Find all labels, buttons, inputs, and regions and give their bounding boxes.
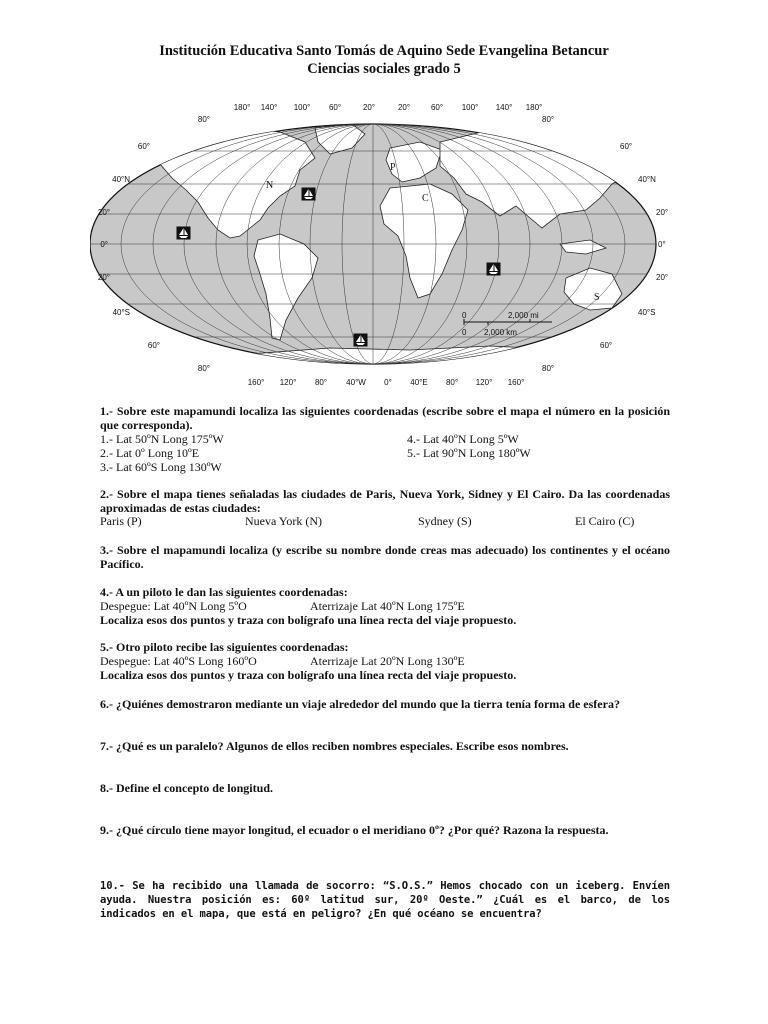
question-6-prompt: 6.- ¿Quiénes demostraron mediante un viaje alrededor del mundo que la tierra tenía forma de esfera?	[100, 697, 620, 711]
question-6	[100, 697, 670, 711]
school-name: Institución Educativa Santo Tomás de Aquino Sede Evangelina Betancur	[159, 43, 609, 59]
lat-label: 60°	[147, 341, 160, 350]
lon-label: 140°	[260, 103, 278, 112]
lat-label: 80°	[197, 115, 210, 124]
longitude-labels-top	[234, 103, 543, 112]
city-sydney-label: S	[594, 292, 600, 303]
ship-icon	[177, 227, 190, 239]
question-3	[100, 543, 670, 571]
lon-label: 80°	[314, 378, 328, 387]
lat-label: 80°	[542, 364, 555, 373]
lat-label: 60°	[137, 142, 150, 151]
lon-label: 120°	[279, 378, 297, 387]
arrival-coords: Aterrizaje Lat 20ºN Long 130ºE	[310, 654, 465, 668]
question-5	[100, 640, 670, 682]
coord-item: 5.- Lat 90ºN Long 180ºW	[407, 446, 531, 460]
city-cairo: El Cairo (C)	[575, 514, 635, 528]
coord-item: 4.- Lat 40ºN Long 5ºW	[407, 432, 519, 446]
lat-label: 60°	[600, 341, 613, 350]
lon-label: 100°	[293, 103, 311, 112]
coord-item: 1.- Lat 50ºN Long 175ºW	[100, 432, 224, 446]
lat-label: 80°	[542, 115, 555, 124]
lat-label: 20°	[656, 273, 669, 282]
question-2-cities	[100, 514, 670, 528]
question-10-prompt: 10.- Se ha recibido una llamada de socorro: “S.O.S.” Hemos chocado con un iceberg. Envíen ayuda. Nuestra posición es: 60º latitud sur, 20º Oeste.” ¿Cuál es el barco, de los indicados en el mapa, que está en peligro? ¿En qué océano se encuentra?	[100, 880, 670, 920]
scale-mi-label: 2,000 mi	[508, 311, 539, 320]
question-4-prompt: 4.- A un piloto le dan las siguientes coordenadas:	[100, 585, 348, 599]
question-3-prompt: 3.- Sobre el mapamundi localiza (y escribe su nombre donde creas mas adecuado) los continentes y el océano Pacífico.	[100, 543, 670, 571]
lon-label: 40°W	[346, 378, 366, 387]
lon-label: 20°	[397, 103, 411, 112]
question-2-prompt: 2.- Sobre el mapa tienes señaladas las ciudades de Paris, Nueva York, Sidney y El Cairo. Da las coordenadas aproximadas de estas ciudades:	[100, 487, 670, 515]
lon-label: 180°	[525, 103, 543, 112]
question-4-instruction: Localiza esos dos puntos y traza con bolígrafo una línea recta del viaje propuesto.	[100, 613, 517, 627]
question-8-prompt: 8.- Define el concepto de longitud.	[100, 781, 273, 795]
question-7	[100, 739, 670, 753]
coord-item: 3.- Lat 60ºS Long 130ºW	[100, 460, 222, 474]
lat-label: 0°	[100, 240, 108, 249]
lat-label: 80°	[197, 364, 210, 373]
lat-label: 40°S	[638, 308, 656, 317]
question-5-instruction: Localiza esos dos puntos y traza con bolígrafo una línea recta del viaje propuesto.	[100, 668, 517, 682]
world-map	[90, 98, 680, 390]
city-paris: Paris (P)	[100, 514, 142, 528]
lon-label: 80°	[445, 378, 459, 387]
ship-icon	[487, 263, 500, 275]
lon-label: 120°	[475, 378, 493, 387]
question-1-prompt: 1.- Sobre este mapamundi localiza las siguientes coordenadas (escribe sobre el mapa el número en la posición que corresponda).	[100, 404, 670, 432]
lat-label: 40°N	[638, 175, 656, 184]
question-9	[100, 823, 670, 837]
question-9-prompt: 9.- ¿Qué círculo tiene mayor longitud, el ecuador o el meridiano 0º? ¿Por qué? Razona la respuesta.	[100, 823, 609, 837]
city-new-york: Nueva York (N)	[245, 514, 322, 528]
lat-label: 0°	[658, 240, 666, 249]
lon-label: 160°	[247, 378, 265, 387]
question-7-prompt: 7.- ¿Qué es un paralelo? Algunos de ellos reciben nombres especiales. Escribe esos nombres.	[100, 739, 569, 753]
subject-title: Ciencias sociales grado 5	[307, 61, 461, 77]
question-1-items	[100, 432, 670, 474]
city-new-york-label: N	[266, 180, 274, 191]
question-1	[100, 404, 670, 432]
ship-icon	[354, 334, 367, 346]
lon-label: 60°	[430, 103, 444, 112]
lat-label: 40°S	[112, 308, 130, 317]
departure-coords: Despegue: Lat 40ºN Long 5ºO	[100, 599, 247, 613]
city-paris-label: P	[390, 162, 396, 173]
coord-item: 2.- Lat 0º Long 10ºE	[100, 446, 200, 460]
city-cairo-label: C	[422, 193, 429, 204]
lat-label: 60°	[620, 142, 633, 151]
scale-zero-km: 0	[462, 328, 467, 337]
ship-icon	[302, 188, 315, 200]
question-10	[100, 879, 670, 921]
lat-label: 40°N	[112, 175, 130, 184]
question-4	[100, 585, 670, 627]
lon-label: 0°	[384, 378, 392, 387]
lon-label: 100°	[461, 103, 479, 112]
lon-label: 180°	[233, 103, 251, 112]
document-header	[0, 42, 768, 78]
departure-coords: Despegue: Lat 40ºS Long 160ºO	[100, 654, 257, 668]
lon-label: 60°	[328, 103, 342, 112]
longitude-labels-bottom	[248, 378, 525, 387]
lat-label: 20°	[97, 273, 110, 282]
lon-label: 140°	[495, 103, 513, 112]
question-5-prompt: 5.- Otro piloto recibe las siguientes coordenadas:	[100, 640, 349, 654]
lon-label: 160°	[507, 378, 525, 387]
lat-label: 20°	[656, 208, 669, 217]
scale-km-label: 2,000 km	[484, 328, 517, 337]
lon-label: 20°	[362, 103, 376, 112]
question-8	[100, 781, 670, 795]
arrival-coords: Aterrizaje Lat 40ºN Long 175ºE	[310, 599, 465, 613]
lat-label: 20°	[97, 208, 110, 217]
question-2	[100, 487, 670, 515]
scale-zero-mi: 0	[462, 311, 467, 320]
lon-label: 40°E	[410, 378, 428, 387]
city-sydney: Sydney (S)	[418, 514, 472, 528]
